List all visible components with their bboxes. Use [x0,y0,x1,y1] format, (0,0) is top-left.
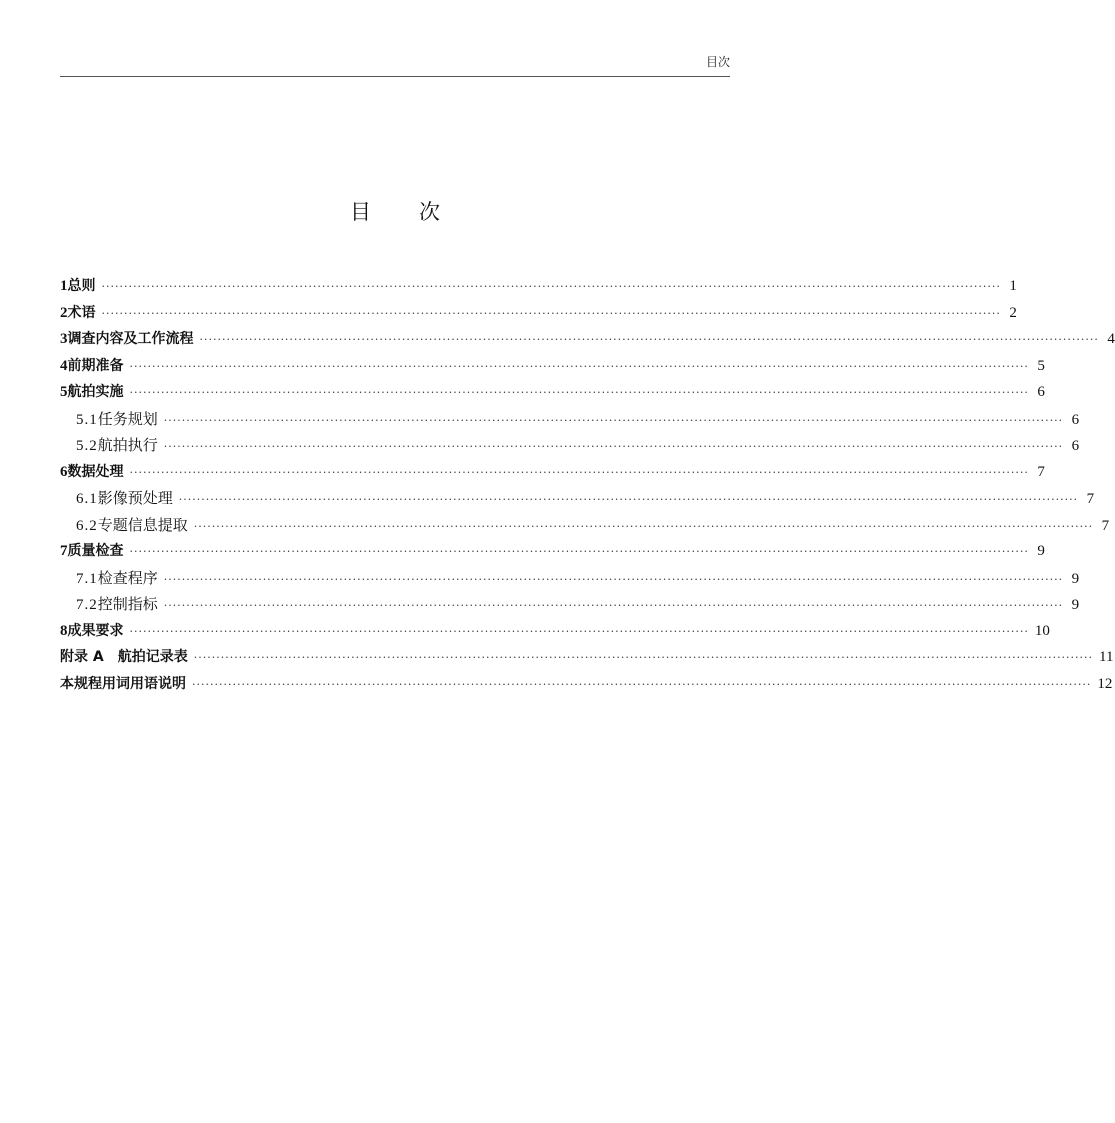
toc-explanation-entry[interactable] [60,674,1113,701]
toc-entry-number: 3 [60,331,68,347]
toc-subentry[interactable] [60,409,1080,436]
title-char-1: 目 [350,200,371,224]
toc-entry[interactable] [60,621,1050,648]
toc-entry-label: 航拍实施 [67,384,124,400]
toc-entry-number: 2 [60,304,68,321]
running-header-text: 目次 [705,55,730,69]
toc-entry-number: 6 [60,463,68,480]
toc-entry-number: 6.1 [76,491,98,507]
toc-entry-page: 6 [1071,438,1080,454]
toc-entry-page: 9 [1037,543,1045,559]
toc-subentry[interactable] [60,488,1095,515]
page-title [0,196,790,226]
running-header [60,50,730,77]
toc-leader-dots: ········································································································································································································ [129,359,1029,373]
toc-entry-number: 7 [60,543,68,559]
toc-leader-dots: ········································································································································································································ [193,651,1094,664]
toc-subentry[interactable] [60,568,1080,595]
toc-entry-page: 9 [1071,570,1080,587]
toc-entry-label: 本规程用词用语说明 [60,675,186,692]
toc-entry-label: 控制指标 [97,595,158,613]
toc-entry-number: 4 [60,357,68,374]
toc-entry-label: 前期准备 [67,357,124,374]
toc-entry-page: 1 [1009,278,1017,294]
toc-subentry[interactable] [60,594,1080,621]
toc-leader-dots: ········································································································································································································ [199,333,1099,346]
toc-leader-dots: ········································································································································································································ [101,306,1001,320]
toc-entry-page: 7 [1086,491,1095,507]
toc-entry[interactable] [60,276,1017,303]
toc-subentry[interactable] [60,515,1110,542]
toc-entry[interactable] [60,541,1045,568]
toc-entry-label: 检查程序 [97,568,158,587]
toc-entry-label: 影像预处理 [97,489,173,507]
toc-entry-page: 11 [1099,649,1114,665]
toc-entry-label: 调查内容及工作流程 [67,331,194,347]
toc-leader-dots: ········································································································································································································ [192,677,1092,691]
toc-entry[interactable] [60,382,1045,409]
toc-entry-label: 质量检查 [67,543,124,559]
toc-entry[interactable] [60,356,1045,383]
toc-entry-page: 9 [1071,597,1080,613]
toc-leader-dots: ········································································································································································································ [129,386,1029,399]
toc-leader-dots: ········································································································································································································ [163,413,1064,427]
toc-entry-page: 7 [1101,517,1110,534]
toc-entry-label: 术语 [67,304,96,321]
title-char-2: 次 [419,200,440,224]
toc-entry-label: 数据处理 [67,463,124,480]
toc-entry-page: 12 [1097,675,1113,692]
toc-entry-number: 1 [60,278,68,294]
toc-entry-number: 6.2 [76,517,98,534]
toc-leader-dots: ········································································································································································································ [129,624,1029,638]
toc-entry-page: 2 [1009,304,1017,321]
toc-leader-dots: ········································································································································································································ [163,599,1064,612]
toc-entry-page: 10 [1034,622,1050,639]
toc-appendix-entry[interactable] [60,647,1114,674]
toc-entry[interactable] [60,303,1017,330]
toc-leader-dots: ········································································································································································································ [101,280,1001,293]
toc-leader-dots: ········································································································································································································ [163,440,1064,453]
toc-entry-number: 5.1 [76,411,98,428]
toc-entry-number: 7.1 [76,570,98,587]
toc-entry-label: 专题信息提取 [97,515,188,534]
toc-subentry[interactable] [60,435,1080,462]
toc-entry-number: 8 [60,622,68,639]
toc-entry-page: 4 [1107,331,1115,347]
toc-entry-page: 5 [1037,357,1045,374]
table-of-contents [60,276,1115,700]
toc-entry-page: 6 [1071,411,1080,428]
toc-leader-dots: ········································································································································································································ [178,493,1079,506]
toc-entry-label: 总则 [67,278,96,294]
toc-entry-number: 5.2 [76,438,98,454]
toc-leader-dots: ········································································································································································································ [193,519,1094,533]
toc-leader-dots: ········································································································································································································ [129,465,1029,479]
toc-entry-number: 7.2 [76,597,98,613]
toc-entry[interactable] [60,462,1045,489]
toc-entry-page: 7 [1037,463,1045,480]
toc-entry-label: 成果要求 [67,622,124,639]
toc-entry-number: 5 [60,384,68,400]
toc-entry-label: 附录 A 航拍记录表 [60,649,188,665]
toc-leader-dots: ········································································································································································································ [129,545,1029,558]
toc-entry-page: 6 [1037,384,1045,400]
toc-leader-dots: ········································································································································································································ [163,572,1064,586]
toc-entry[interactable] [60,329,1115,356]
toc-entry-label: 任务规划 [97,409,158,428]
toc-entry-label: 航拍执行 [97,436,158,454]
